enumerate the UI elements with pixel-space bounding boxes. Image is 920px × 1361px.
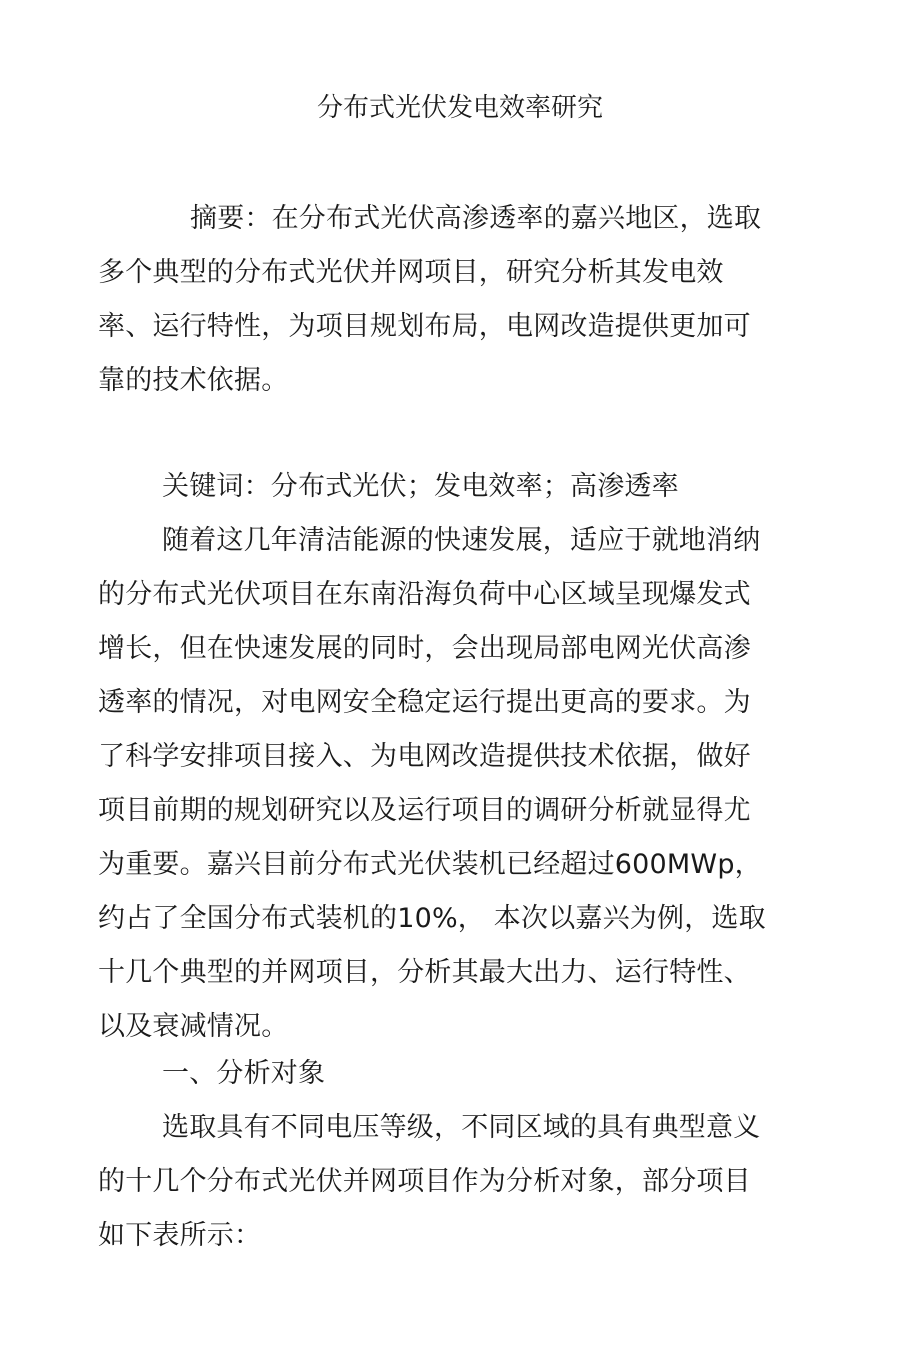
section-paragraph: 选取具有不同电压等级，不同区域的具有典型意义的十几个分布式光伏并网项目作为分析对象，部分项目如下表所示： xyxy=(98,1112,761,1251)
section-heading: 一、分析对象 xyxy=(162,1058,326,1089)
abstract-text: 摘要：在分布式光伏高渗透率的嘉兴地区，选取多个典型的分布式光伏并网项目，研究分析其发电效率、运行特性，为项目规划布局，电网改造提供更加可靠的技术依据。 xyxy=(98,203,762,396)
intro-paragraph: 随着这几年清洁能源的快速发展，适应于就地消纳的分布式光伏项目在东南沿海负荷中心区域呈现爆发式增长，但在快速发展的同时，会出现局部电网光伏高渗透率的情况，对电网安全稳定运行提出更高的要求。为了科学安排项目接入、为电网改造提供技术依据，做好项目前期的规划研究以及运行项目的调研分析就显得尤为重要。嘉兴目前分布式光伏装机已经超过600MWp， 约占了全国分布式装机的10%， 本次以嘉兴为例，选取十几个典型的并网项目，分析其最大出力、运行特性、以及衰减情况。 xyxy=(98,525,766,1042)
keywords-line: 关键词：分布式光伏；发电效率；高渗透率 xyxy=(162,471,679,502)
document-title: 分布式光伏发电效率研究 xyxy=(316,93,603,123)
abstract-paragraph xyxy=(98,192,768,408)
